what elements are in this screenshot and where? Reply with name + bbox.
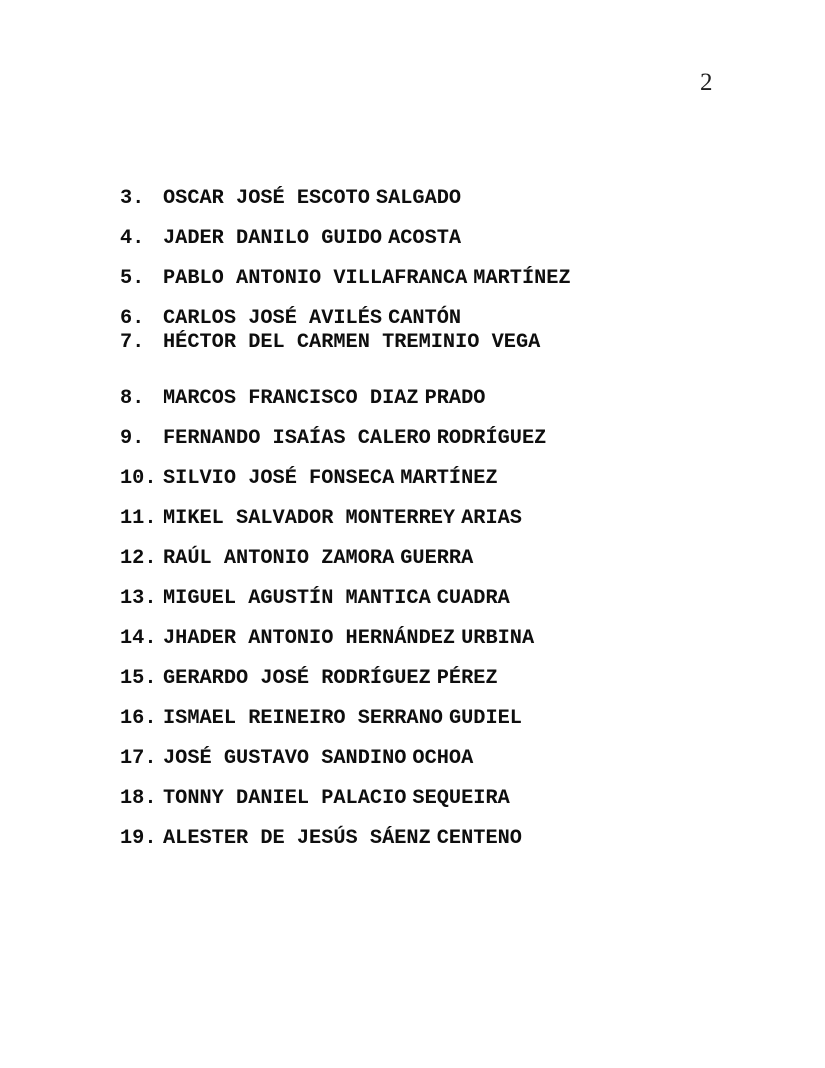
list-item-name: ALESTER DE JESÚS SÁENZ CENTENO [163,827,522,850]
list-item-name: SILVIO JOSÉ FONSECA MARTÍNEZ [163,467,498,490]
narrow-space [382,283,388,323]
list-item-name: FERNANDO ISAÍAS CALERO RODRÍGUEZ [163,427,546,450]
list-item-number: 11. [120,507,157,530]
narrow-space [455,603,461,643]
list-item-number: 3. [120,187,145,210]
list-item-number: 19. [120,827,157,850]
list-item [120,803,571,850]
name-list [120,163,571,850]
list-item-name: GERARDO JOSÉ RODRÍGUEZ PÉREZ [163,667,498,690]
list-item-name: MIKEL SALVADOR MONTERREY ARIAS [163,507,522,530]
list-item-name: RAÚL ANTONIO ZAMORA GUERRA [163,547,473,570]
narrow-space [455,483,461,523]
list-item-number: 17. [120,747,157,770]
list-item-name: JOSÉ GUSTAVO SANDINO OCHOA [163,747,473,770]
list-item-name: MARCOS FRANCISCO DIAZ PRADO [163,387,485,410]
narrow-space [467,243,473,283]
list-item-number: 14. [120,627,157,650]
list-item-number: 10. [120,467,157,490]
list-item-number: 13. [120,587,157,610]
narrow-space [394,443,400,483]
narrow-space [431,563,437,603]
list-item [120,163,571,210]
list-item [120,403,571,450]
list-item-name: PABLO ANTONIO VILLAFRANCA MARTÍNEZ [163,267,571,290]
list-item-name: ISMAEL REINEIRO SERRANO GUDIEL [163,707,522,730]
list-item-number: 16. [120,707,157,730]
narrow-space [382,203,388,243]
narrow-space [431,403,437,443]
list-item-number: 12. [120,547,157,570]
list-item-number: 9. [120,427,145,450]
list-item [120,323,571,363]
list-item [120,203,571,250]
list-item [120,763,571,810]
list-item-name: TONNY DANIEL PALACIO SEQUEIRA [163,787,510,810]
list-item [120,363,571,410]
narrow-space [370,163,376,203]
list-item-name: JADER DANILO GUIDO ACOSTA [163,227,461,250]
narrow-space [431,803,437,843]
narrow-space [431,643,437,683]
narrow-space [443,683,449,723]
list-item [120,243,571,290]
list-item-name: OSCAR JOSÉ ESCOTO SALGADO [163,187,461,210]
list-item-name: JHADER ANTONIO HERNÁNDEZ URBINA [163,627,534,650]
list-item-number: 18. [120,787,157,810]
list-item [120,563,571,610]
list-item [120,483,571,530]
list-item-name: HÉCTOR DEL CARMEN TREMINIO VEGA [163,331,541,354]
list-item-name: MIGUEL AGUSTÍN MANTICA CUADRA [163,587,510,610]
page-number: 2 [700,69,713,96]
narrow-space [419,363,425,403]
list-item-number: 6. [120,307,145,330]
narrow-space [406,763,412,803]
list-item-number: 5. [120,267,145,290]
list-item-number: 15. [120,667,157,690]
list-item-number: 7. [120,331,145,354]
narrow-space [406,723,412,763]
narrow-space [394,523,400,563]
list-item-number: 4. [120,227,145,250]
list-item-number: 8. [120,387,145,410]
list-item [120,683,571,730]
list-item-name: CARLOS JOSÉ AVILÉS CANTÓN [163,307,461,330]
list-item [120,603,571,650]
